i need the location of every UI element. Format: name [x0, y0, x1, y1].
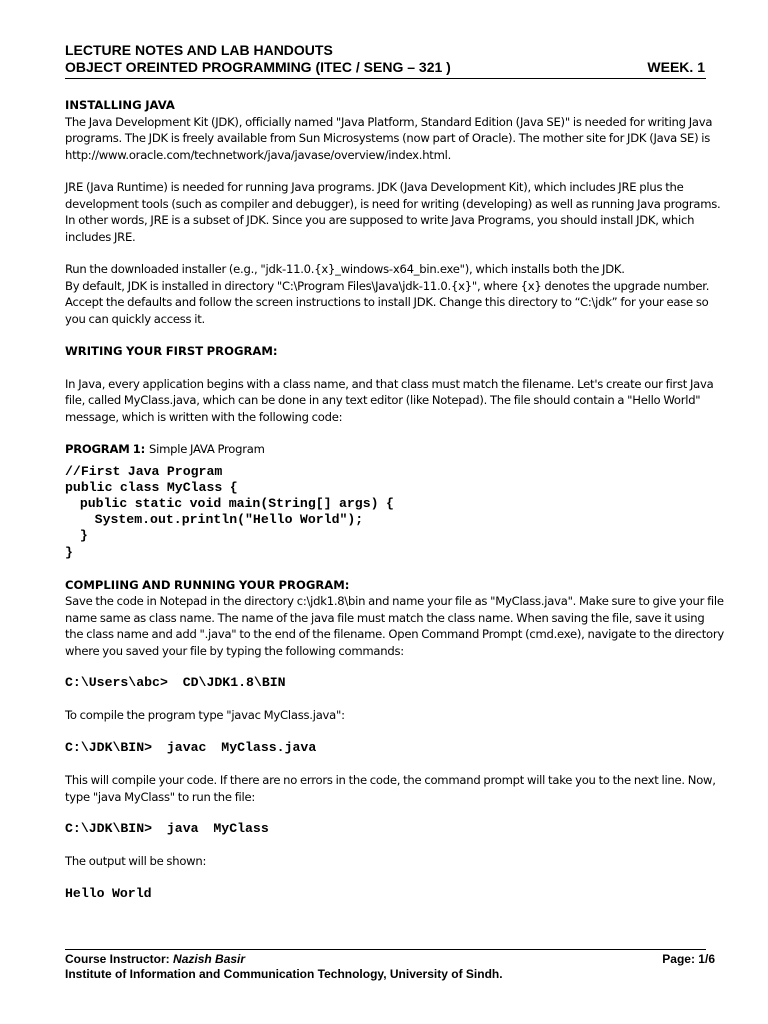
page-number: Page: 1/6 [662, 952, 715, 966]
output-intro: The output will be shown: [65, 854, 207, 869]
footer-instructor [65, 952, 715, 967]
header-line2: OBJECT OREINTED PROGRAMMING (ITEC / SENG – 321 ) [65, 59, 451, 75]
section-heading-compile: COMPLIING AND RUNNING YOUR PROGRAM: [65, 577, 350, 592]
compile-instruction: To compile the program type "javac MyClass.java": [65, 708, 345, 723]
compile-paragraph: Save the code in Notepad in the directory c:\jdk1.8\bin and name your file as "MyClass.java". Make sure to give your file name same as class name. The name of the java file must match the class name. When saving the file, save it using the class name and add ".java" to the end of the filename. Open Command Prompt (cmd.exe), navigate to the directory where you saved your file by typing the following commands: [65, 594, 725, 658]
install-paragraph-3-rest: By default, JDK is installed in directory "C:\Program Files\Java\jdk-11.0.{x}", where {x} denotes the upgrade number. Accept the defaults and follow the screen instructions to install JDK. Change this directory to “C:\jdk” for your ease so you can quickly access it. [65, 278, 710, 326]
instructor-name: Nazish Basir [173, 952, 246, 966]
footer-divider [65, 949, 706, 950]
after-compile-paragraph: This will compile your code. If there are no errors in the code, the command prompt will take you to the next line. Now, type "java MyClass" to run the file: [65, 773, 716, 804]
command-javac: C:\JDK\BIN> javac MyClass.java [65, 739, 317, 755]
java-code-block [65, 464, 725, 561]
header-course [65, 59, 705, 76]
code-line: public static void main(String[] args) { [65, 495, 394, 511]
code-line: } [65, 544, 73, 560]
code-line: public class MyClass { [65, 479, 238, 495]
code-line: } [65, 528, 88, 544]
header-week: WEEK. 1 [647, 59, 705, 75]
command-cd: C:\Users\abc> CD\JDK1.8\BIN [65, 675, 286, 691]
program-label: PROGRAM 1: [65, 442, 145, 456]
program-output: Hello World [65, 885, 152, 901]
program-caption [65, 441, 725, 458]
install-paragraph-3-line1: Run the downloaded installer (e.g., "jdk-11.0.{x}_windows-x64_bin.exe"), which installs both the JDK. [65, 262, 625, 276]
first-program-paragraph: In Java, every application begins with a class name, and that class must match the filename. Let's create our first Java file, called MyClass.java, which can be done in any text editor (like Notepad). The file should contain a "Hello World" message, which is written with the following code: [65, 376, 714, 424]
header-title [65, 42, 705, 59]
program-title: Simple JAVA Program [148, 442, 265, 456]
install-paragraph-1: The Java Development Kit (JDK), officially named "Java Platform, Standard Edition (Java SE)" is needed for writing Java programs. The JDK is freely available from Sun Microsystems (now part of Oracle). The mother site for JDK (Java SE) is http://www.oracle.com/technetwork/java/javase/overview/index.html. [65, 114, 713, 162]
footer-institute: Institute of Information and Communication Technology, University of Sindh. [65, 967, 503, 981]
header-line1: LECTURE NOTES AND LAB HANDOUTS [65, 42, 333, 58]
section-heading-installing: INSTALLING JAVA [65, 98, 175, 112]
header-divider [65, 78, 706, 79]
install-paragraph-2: JRE (Java Runtime) is needed for running Java programs. JDK (Java Development Kit), which includes JRE plus the development tools (such as compiler and debugger), is need for writing (developing) as well as running Java programs. In other words, JRE is a subset of JDK. Since you are supposed to write Java Programs, you should install JDK, which includes JRE. [65, 180, 721, 244]
code-line: System.out.println("Hello World"); [65, 512, 364, 528]
section-heading-first-program: WRITING YOUR FIRST PROGRAM: [65, 344, 278, 358]
code-line: //First Java Program [65, 463, 223, 479]
command-java: C:\JDK\BIN> java MyClass [65, 821, 269, 837]
document-body [65, 97, 725, 902]
instructor-label: Course Instructor: [65, 952, 170, 966]
